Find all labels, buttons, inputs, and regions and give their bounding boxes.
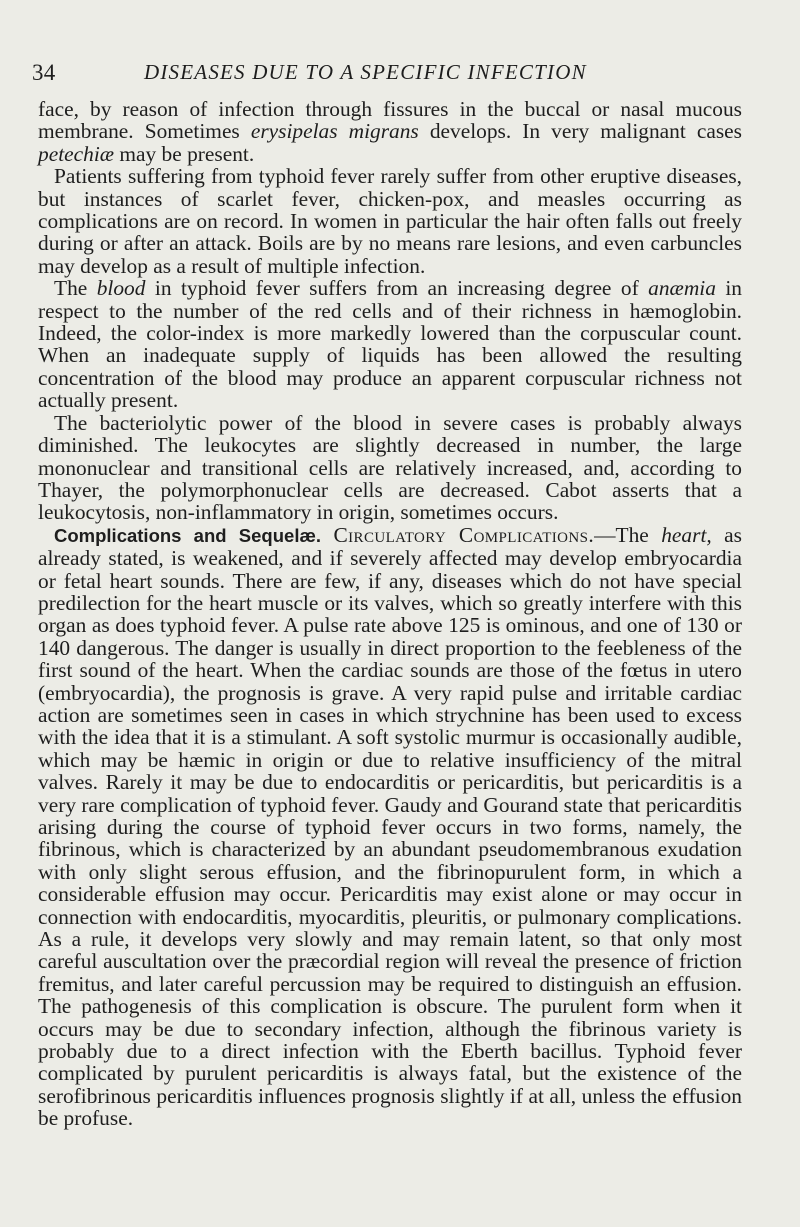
- page-number: 34: [32, 60, 56, 85]
- text-run: face, by reason of infection through fissures in the buccal or nasal mucous membrane. Sometimes: [38, 97, 742, 144]
- paragraph-4: The bacteriolytic power of the blood in severe cases is probably always diminished. The leukocytes are slightly decreased in number, the large mononuclear and transitional cells are relatively increased, and, according to Thayer, the polymorphonuclear cells are decreased. Cabot asserts that a leukocytosis, non-inflammatory in origin, sometimes occurs.: [38, 410, 742, 525]
- text-run: —The: [594, 522, 662, 547]
- running-head: DISEASES DUE TO A SPECIFIC INFECTION: [144, 60, 587, 84]
- italic-term: heart,: [661, 522, 712, 547]
- italic-term: erysipelas migrans: [250, 119, 419, 144]
- section-heading: Complications and Sequelæ.: [54, 524, 322, 546]
- italic-term: petechiæ: [38, 141, 115, 166]
- italic-term: anæmia: [648, 276, 716, 301]
- text-run: develops. In very malignant cases: [418, 119, 742, 144]
- paragraph-3: [38, 277, 742, 411]
- italic-term: blood: [96, 276, 146, 301]
- text-run: in typhoid fever suffers from an increasing degree of: [145, 276, 649, 301]
- paragraph-5: [38, 524, 742, 1130]
- text-run: in respect to the number of the red cells and of their richness in hæmoglobin. Indeed, the color-index is more markedly lowered than the corpuscular count. When an inadequate supply of liquids has been allowed the resulting concentration of the blood may produce an apparent corpuscular richness not actually present.: [38, 276, 742, 413]
- subsection-heading: Circulatory Complications.: [333, 522, 595, 547]
- text-run: may be present.: [114, 141, 255, 166]
- text-run: as already stated, is weakened, and if severely affected may develop embryocardia or fetal heart sounds. There are few, if any, diseases which do not have special predilection for the heart muscle or its valves, which so greatly interfere with this organ as does typhoid fever. A pulse rate above 125 is ominous, and one of 130 or 140 dangerous. The danger is usually in direct proportion to the feebleness of the first sound of the heart. When the cardiac sounds are those of the fœtus in utero (embryocardia), the prognosis is grave. A very rapid pulse and irritable cardiac action are sometimes seen in cases in which strychnine has been used to excess with the idea that it is a stimulant. A soft systolic murmur is occasionally audible, which may be hæmic in origin or due to relative insufficiency of the mitral valves. Rarely it may be due to endocarditis or pericarditis, but pericarditis is a very rare complication of typhoid fever. Gaudy and Gourand state that pericarditis arising during the course of typhoid fever occurs in two forms, namely, the fibrinous, which is characterized by an abundant pseudomembranous exudation with only slight serous effusion, and the fibrinopurulent form, in which a considerable effusion may occur. Pericarditis may exist alone or may occur in connection with endocarditis, myocarditis, pleuritis, or pulmonary complications. As a rule, it develops very slowly and may remain latent, so that only most careful auscultation over the præcordial region will reveal the presence of friction fremitus, and later careful percussion may be required to distinguish an effusion. The pathogenesis of this complication is obscure. The purulent form when it occurs may be due to secondary infection, although the fibrinous variety is probably due to a direct infection with the Eberth bacillus. Typhoid fever complicated by purulent pericarditis is always fatal, but the existence of the serofibrinous pericarditis influences prognosis slightly if at all, unless the effusion be profuse.: [38, 522, 742, 1131]
- text-run: The: [54, 276, 97, 301]
- paragraph-1: [38, 98, 742, 165]
- paragraph-2: Patients suffering from typhoid fever rarely suffer from other eruptive diseases, but instances of scarlet fever, chicken-pox, and measles occurring as complications are on record. In women in particular the hair often falls out freely during or after an attack. Boils are by no means rare lesions, and even carbuncles may develop as a result of multiple infection.: [38, 164, 742, 278]
- body-text: [38, 98, 742, 1130]
- page-header: [32, 60, 732, 90]
